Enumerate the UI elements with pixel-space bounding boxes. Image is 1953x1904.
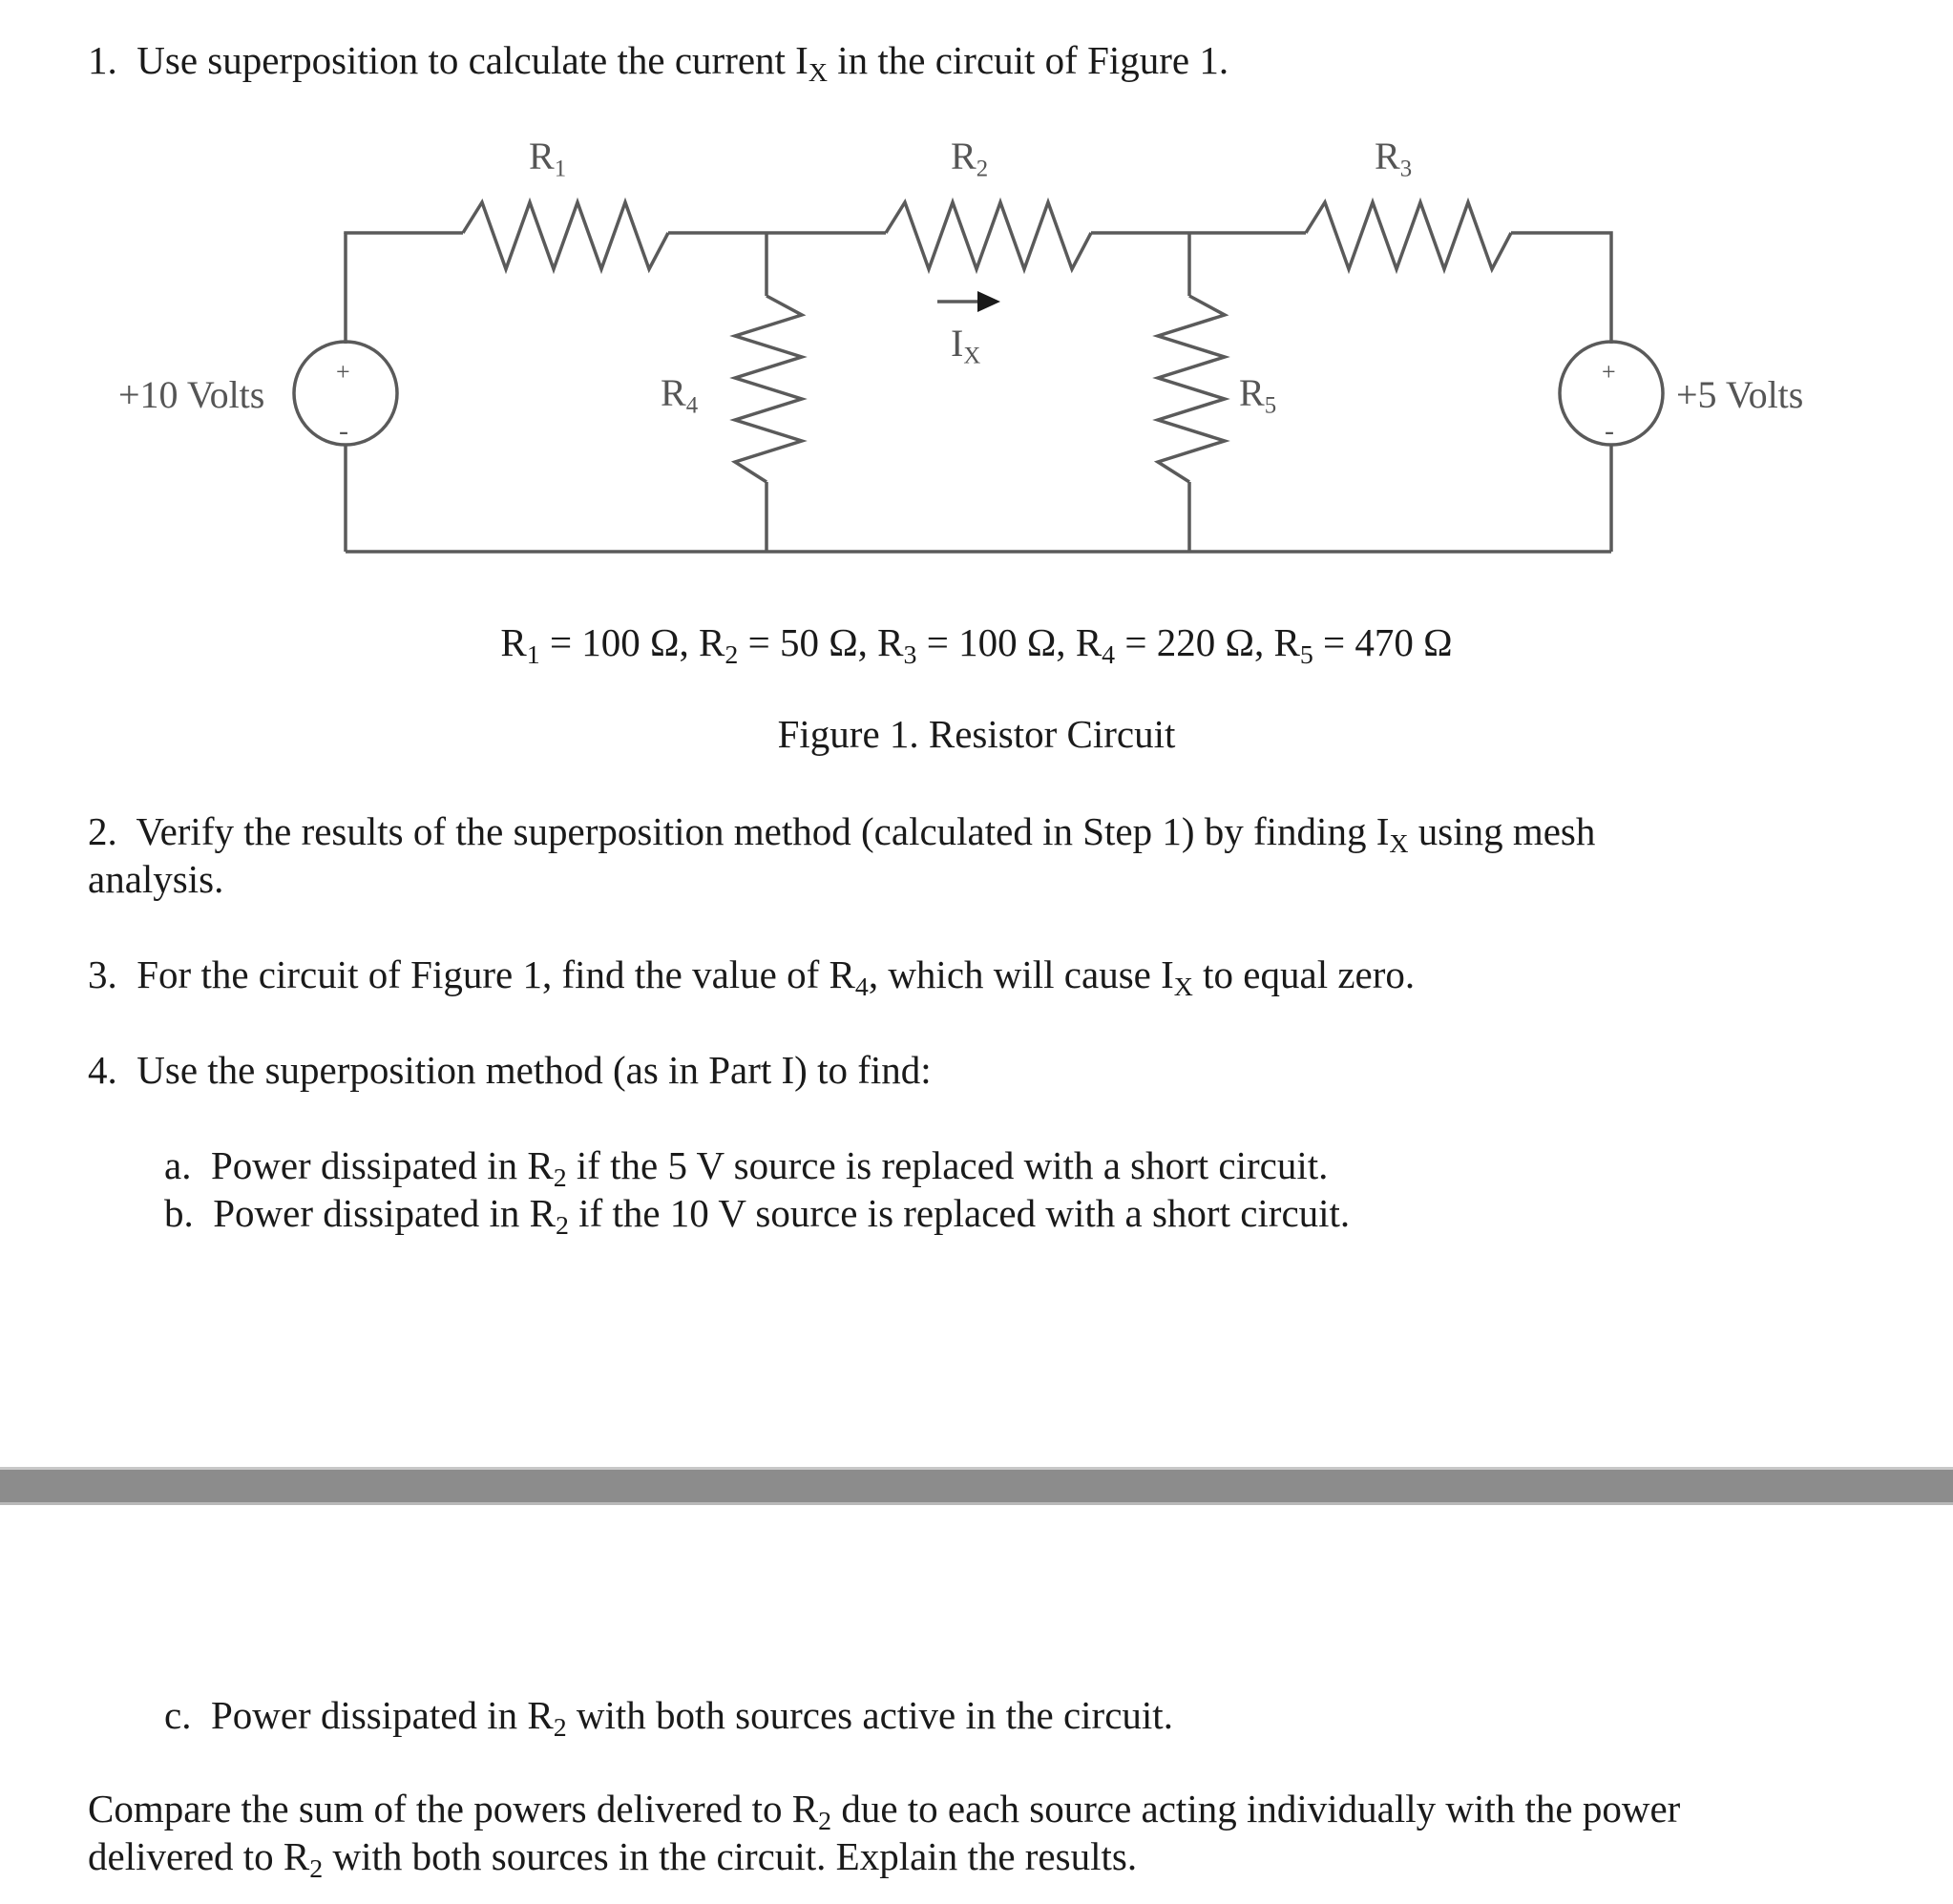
- right-source-minus: -: [1605, 415, 1614, 447]
- question-4a: a. Power dissipated in $R_2$ if the 5 V source is replaced with a short circuit.: [164, 1143, 1329, 1193]
- label-r1: R1: [529, 135, 567, 182]
- label-left-source: +10 Volts: [118, 373, 265, 416]
- resistor-r5: [1158, 296, 1225, 482]
- circuit-diagram: [0, 0, 1953, 573]
- question-4c: c. Power dissipated in $R_2$ with both sources active in the circuit.: [164, 1693, 1173, 1743]
- question-1-number: 1.: [88, 38, 117, 82]
- label-r4: R4: [661, 371, 699, 419]
- label-right-source: +5 Volts: [1676, 373, 1804, 416]
- right-source-plus: +: [1602, 358, 1616, 386]
- resistor-r4: [735, 296, 802, 482]
- resistor-r2: [886, 202, 1091, 269]
- figure-caption: Figure 1. Resistor Circuit: [777, 712, 1176, 756]
- ix-arrow-head: [977, 291, 1000, 312]
- label-r3: R3: [1375, 135, 1413, 182]
- question-1-text-a: Use superposition to calculate the current I: [136, 38, 808, 82]
- label-r5: R5: [1239, 371, 1277, 419]
- compare-line-2: delivered to $R_2$ with both sources in the circuit. Explain the results.: [88, 1834, 1138, 1884]
- question-1-text-b: in the circuit of Figure 1.: [827, 38, 1229, 82]
- question-2-line-2: analysis.: [88, 857, 224, 901]
- question-2: 2. Verify the results of the superposition method (calculated in Step 1) by finding $I_X$ using mesh: [88, 809, 1596, 859]
- resistor-r3: [1306, 202, 1511, 269]
- circuit-figure: [0, 0, 1953, 783]
- page-divider: [0, 1467, 1953, 1505]
- question-1-sub: X: [808, 57, 828, 88]
- question-3: 3. For the circuit of Figure 1, find the value of $R_4$, which will cause $I_X$ to equal zero.: [88, 952, 1416, 1002]
- label-r2: R2: [951, 135, 989, 182]
- wire-top-left: [346, 233, 463, 234]
- question-4b: b. Power dissipated in $R_2$ if the 10 V source is replaced with a short circuit.: [164, 1191, 1351, 1241]
- left-source-plus: +: [336, 358, 350, 386]
- compare-line-1: Compare the sum of the powers delivered to $R_2$ due to each source acting individually with the power: [88, 1787, 1681, 1836]
- resistor-r1: [463, 202, 668, 269]
- resistor-values: $R_1 = 100$ Ω, $R_2 = 50$ Ω, $R_3 = 100$ Ω, $R_4 = 220$ Ω, $R_5 = 470$ Ω: [500, 620, 1453, 670]
- left-source-minus: -: [339, 415, 348, 447]
- wire-top-right: [1511, 233, 1611, 344]
- question-4: 4. Use the superposition method (as in Part I) to find:: [88, 1048, 932, 1092]
- label-ix: IX: [951, 322, 981, 369]
